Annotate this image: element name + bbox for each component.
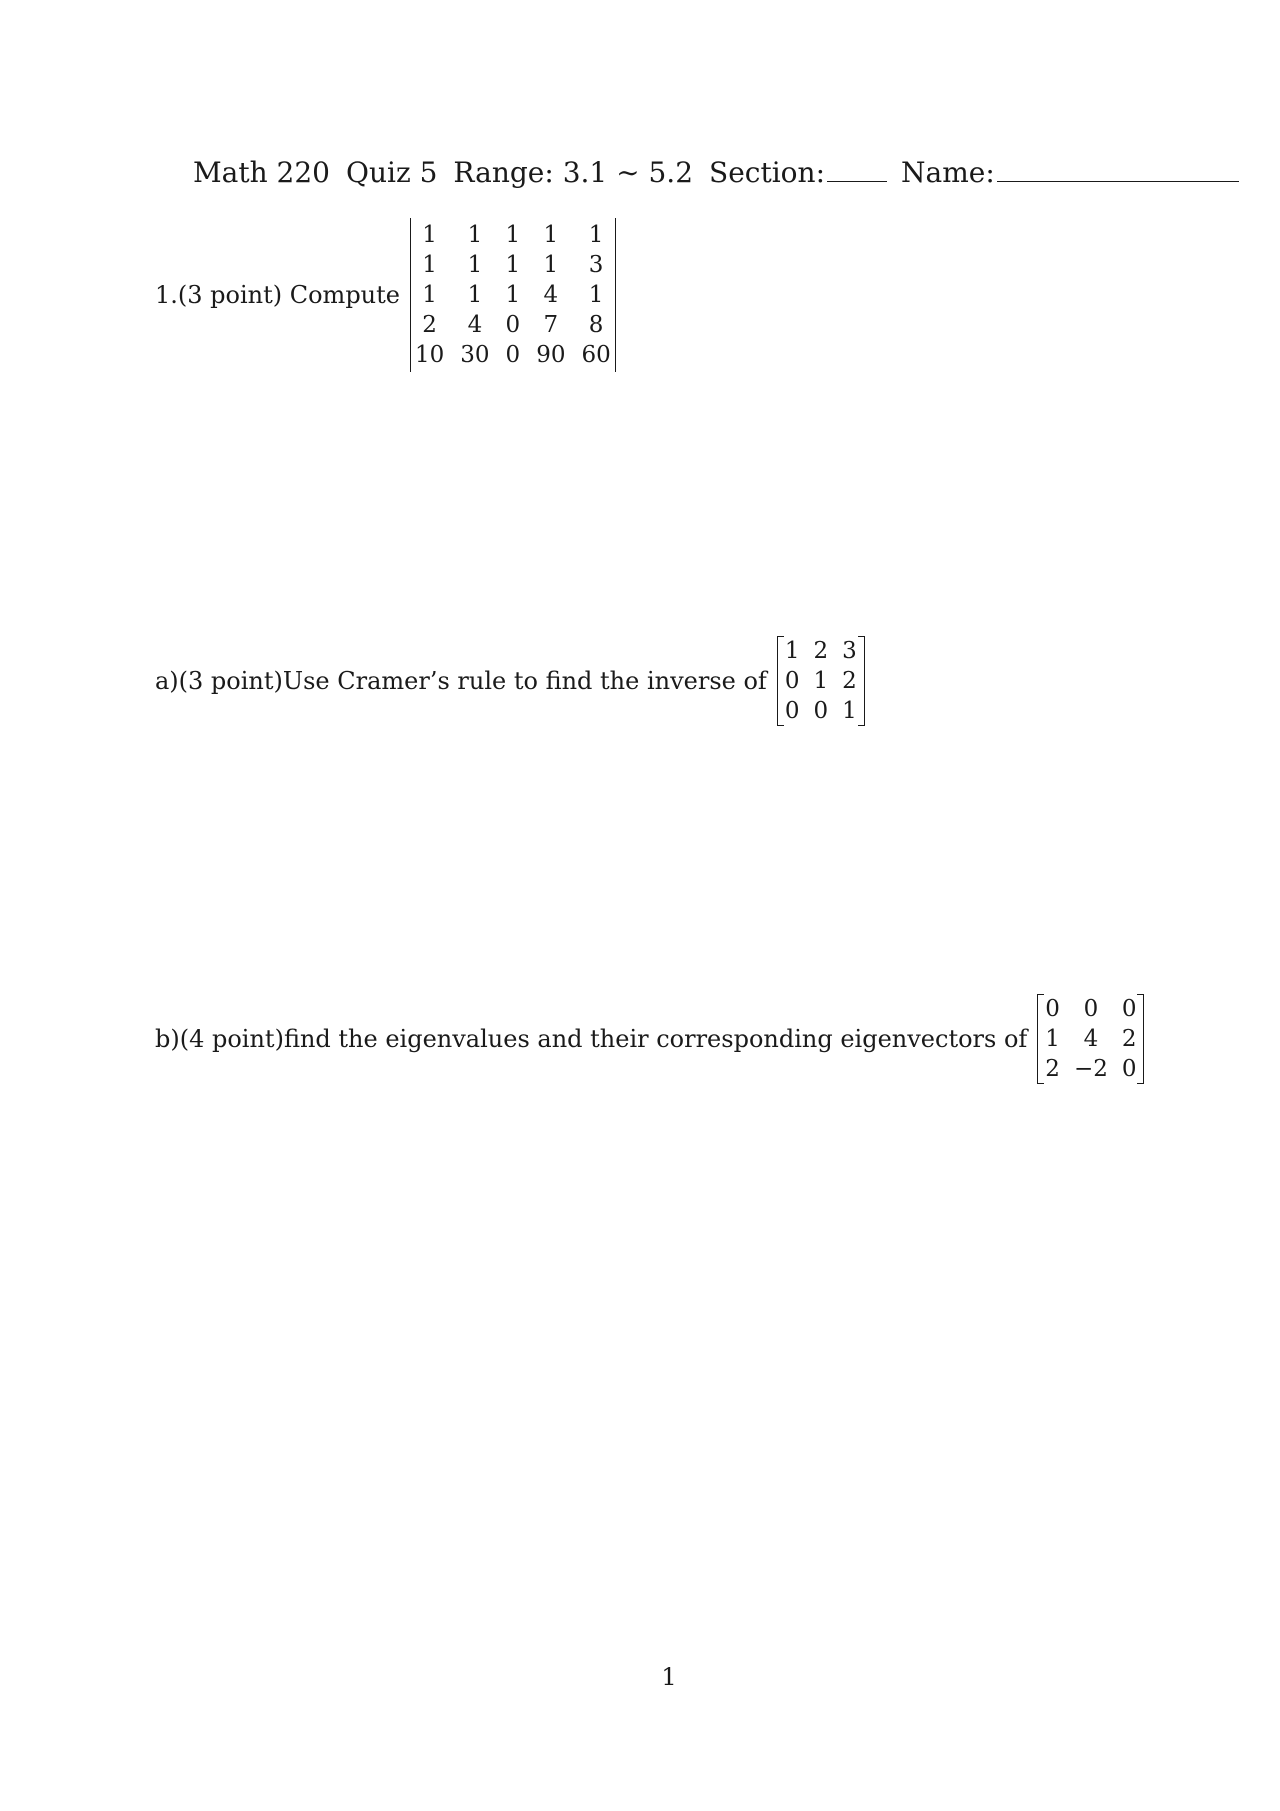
matrix-cell: 4 [543,282,559,308]
matrix-cell: 0 [505,312,521,338]
matrix-cell: 1 [505,222,521,248]
matrix-cell: 1 [422,282,437,308]
matrix-cell: 0 [1045,996,1060,1022]
matrix-cell: 3 [588,252,604,278]
section-blank[interactable] [827,157,887,182]
matrix-cell: 1 [588,282,604,308]
matrix-cell: 1 [1045,1026,1060,1052]
quiz-header [193,156,1239,189]
matrix-cell: 0 [1083,996,1099,1022]
matrix-cell: 1 [505,252,521,278]
bracket-matrix-b [1037,994,1144,1084]
matrix-cell: 0 [784,668,800,694]
name-blank[interactable] [997,157,1239,182]
problem-b [155,994,1144,1084]
matrix-cell: 1 [543,222,559,248]
matrix-cell: 30 [460,342,490,368]
matrix-cell: 2 [813,638,829,664]
matrix-row [1043,1054,1138,1084]
matrix-cell: 1 [543,252,559,278]
name-label: Name: [901,156,995,189]
matrix-cell: 1 [422,222,437,248]
matrix-cell: 2 [842,668,857,694]
matrix-cell: 2 [1045,1056,1060,1082]
matrix-cell: −2 [1073,1056,1108,1082]
matrix-cell: 0 [784,698,800,724]
matrix-row [413,340,613,370]
matrix-cell: 1 [842,698,857,724]
problem-1-text: 1.(3 point) Compute [155,281,400,309]
matrix-row [783,636,859,666]
matrix-cell: 1 [422,252,437,278]
matrix-cell: 60 [581,342,611,368]
matrix-cell: 1 [467,282,483,308]
matrix-cell: 7 [543,312,559,338]
matrix-cell: 0 [1121,1056,1137,1082]
matrix-cell: 1 [505,282,521,308]
matrix-cell: 0 [1121,996,1137,1022]
section-label: Section: [709,156,825,189]
matrix-cell: 2 [1121,1026,1137,1052]
determinant-matrix [410,218,616,372]
problem-1 [155,218,616,372]
matrix-cell: 0 [813,698,829,724]
quiz-range: Range: 3.1 ∼ 5.2 [453,156,694,189]
matrix-cell: 90 [536,342,566,368]
matrix-row [783,666,859,696]
matrix-cell: 1 [813,668,829,694]
matrix-row [413,250,613,280]
matrix-row [783,696,859,726]
problem-b-text: b)(4 point)find the eigenvalues and their corresponding eigenvectors of [155,1025,1028,1053]
matrix-cell: 4 [467,312,483,338]
course-title: Math 220 [193,156,330,189]
matrix-cell: 1 [588,222,604,248]
matrix-row [1043,994,1138,1024]
bracket-matrix-a [777,636,865,726]
matrix-cell: 1 [784,638,800,664]
matrix-cell: 10 [414,342,445,368]
problem-a-text: a)(3 point)Use Cramer’s rule to find the inverse of [155,667,767,695]
page-number: 1 [661,1663,677,1691]
matrix-cell: 0 [505,342,521,368]
matrix-row [413,280,613,310]
matrix-cell: 3 [842,638,857,664]
matrix-cell: 8 [588,312,604,338]
matrix-cell: 1 [467,252,483,278]
quiz-title: Quiz 5 [346,156,438,189]
matrix-row [413,310,613,340]
matrix-row [413,220,613,250]
matrix-row [1043,1024,1138,1054]
matrix-cell: 1 [467,222,483,248]
problem-a [155,636,865,726]
matrix-cell: 4 [1083,1026,1099,1052]
matrix-cell: 2 [422,312,437,338]
